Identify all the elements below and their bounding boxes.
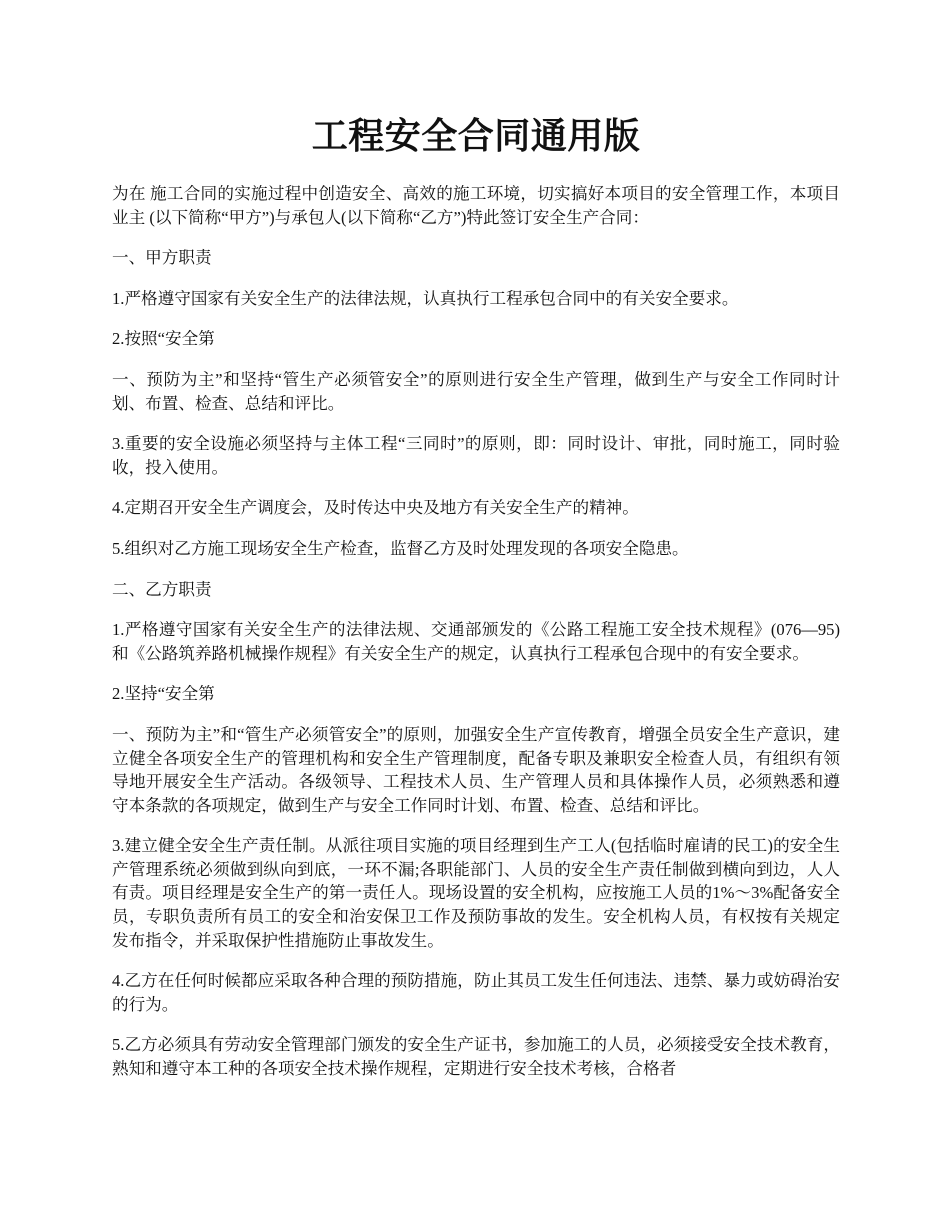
party-b-clause-3: 3.建立健全安全生产责任制。从派往项目实施的项目经理到生产工人(包括临时雇请的民工)的安全生产管理系统必须做到纵向到底，一环不漏;各职能部门、人员的安全生产责任制做到横向到边，人人有责。项目经理是安全生产的第一责任人。现场设置的安全机构，应按施工人员的1%～3%配备安全员，专职负责所有员工的安全和治安保卫工作及预防事故的发生。安全机构人员，有权按有关规定发布指令，并采取保护性措施防止事故发生。	[112, 836, 840, 950]
party-b-clause-5: 5.乙方必须具有劳动安全管理部门颁发的安全生产证书，参加施工的人员，必须接受安全技术教育，熟知和遵守本工种的各项安全技术操作规程，定期进行安全技术考核，合格者	[112, 1035, 840, 1079]
party-b-clause-2-continued: 一、预防为主”和“管生产必须管安全”的原则，加强安全生产宣传教育，增强全员安全生产意识，建立健全各项安全生产的管理机构和安全生产管理制度，配备专职及兼职安全检查人员，有组织有领导地开展安全生产活动。各级领导、工程技术人员、生产管理人员和具体操作人员，必须熟悉和遵守本条款的各项规定，做到生产与安全工作同时计划、布置、检查、总结和评比。	[112, 724, 840, 815]
party-a-clause-1: 1.严格遵守国家有关安全生产的法律法规，认真执行工程承包合同中的有关安全要求。	[112, 288, 739, 308]
party-a-clause-2-continued: 一、预防为主”和坚持“管生产必须管安全”的原则进行安全生产管理，做到生产与安全工作同时计划、布置、检查、总结和评比。	[112, 369, 840, 413]
party-b-clause-1: 1.严格遵守国家有关安全生产的法律法规、交通部颁发的《公路工程施工安全技术规程》(076—95)和《公路筑养路机械操作规程》有关安全生产的规定，认真执行工程承包合现中的有安全要求。	[112, 620, 840, 663]
intro-paragraph: 为在 施工合同的实施过程中创造安全、高效的施工环境，切实搞好本项目的安全管理工作，本项目业主 (以下简称“甲方”)与承包人(以下简称“乙方”)特此签订安全生产合同：	[112, 184, 840, 227]
section-heading-party-b: 二、乙方职责	[112, 579, 212, 599]
party-a-clause-2: 2.按照“安全第	[112, 329, 215, 349]
party-a-clause-5: 5.组织对乙方施工现场安全生产检查，监督乙方及时处理发现的各项安全隐患。	[112, 538, 689, 558]
party-a-clause-3: 3.重要的安全设施必须坚持与主体工程“三同时”的原则，即：同时设计、审批，同时施工，同时验收，投入使用。	[112, 434, 840, 477]
party-b-clause-2: 2.坚持“安全第	[112, 684, 215, 704]
party-b-clause-4: 4.乙方在任何时候都应采取各种合理的预防措施，防止其员工发生任何违法、违禁、暴力或妨碍治安的行为。	[112, 971, 840, 1014]
document-title: 工程安全合同通用版	[311, 116, 641, 156]
section-heading-party-a: 一、甲方职责	[112, 248, 212, 268]
party-a-clause-4: 4.定期召开安全生产调度会，及时传达中央及地方有关安全生产的精神。	[112, 498, 639, 518]
